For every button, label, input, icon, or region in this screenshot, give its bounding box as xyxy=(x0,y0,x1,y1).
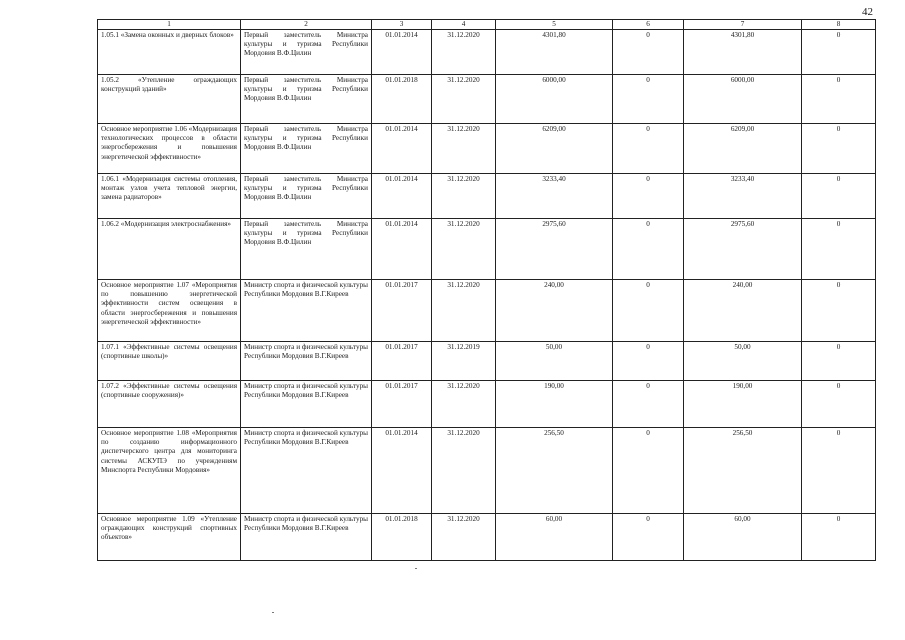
total-amount-cell: 6000,00 xyxy=(496,75,613,124)
other-amount-cell: 0 xyxy=(802,342,876,381)
column-header: 2 xyxy=(241,20,372,30)
table-row xyxy=(98,381,876,428)
event-name-cell: 1.05.2 «Утепление ограждающих конструкций зданий» xyxy=(98,75,241,124)
other-amount-cell: 0 xyxy=(802,30,876,75)
table-row xyxy=(98,124,876,174)
page-number: 42 xyxy=(862,6,873,18)
executor-cell: Первый заместитель Министра культуры и туризма Республики Мордовия В.Ф.Цилин xyxy=(241,124,372,174)
start-date-cell: 01.01.2014 xyxy=(372,30,432,75)
regional-amount-cell: 4301,80 xyxy=(684,30,802,75)
event-name-cell: 1.05.1 «Замена оконных и дверных блоков» xyxy=(98,30,241,75)
event-name-cell: Основное мероприятие 1.07 «Мероприятия по повышению энергетической эффективности систем освещения в области энергосбережения и повышения энергетической эффективности» xyxy=(98,280,241,342)
event-name-cell: 1.06.1 «Модернизация системы отопления, монтаж узлов учета тепловой энергии, замена радиаторов» xyxy=(98,174,241,219)
regional-amount-cell: 3233,40 xyxy=(684,174,802,219)
total-amount-cell: 256,50 xyxy=(496,428,613,514)
other-amount-cell: 0 xyxy=(802,381,876,428)
start-date-cell: 01.01.2017 xyxy=(372,280,432,342)
regional-amount-cell: 6209,00 xyxy=(684,124,802,174)
event-name-cell: Основное мероприятие 1.08 «Мероприятия по созданию информационного диспетчерского центра для мониторинга системы АСКУПЭ по учреждениям Минспорта Республики Мордовия» xyxy=(98,428,241,514)
event-name-cell: 1.06.2 «Модернизация электроснабжения» xyxy=(98,219,241,280)
end-date-cell: 31.12.2020 xyxy=(432,280,496,342)
event-name-cell: 1.07.2 «Эффективные системы освещения (спортивные сооружения)» xyxy=(98,381,241,428)
table-row xyxy=(98,428,876,514)
other-amount-cell: 0 xyxy=(802,219,876,280)
regional-amount-cell: 6000,00 xyxy=(684,75,802,124)
table-row xyxy=(98,174,876,219)
start-date-cell: 01.01.2014 xyxy=(372,219,432,280)
total-amount-cell: 190,00 xyxy=(496,381,613,428)
end-date-cell: 31.12.2020 xyxy=(432,381,496,428)
table-row xyxy=(98,514,876,561)
column-header: 5 xyxy=(496,20,613,30)
federal-amount-cell: 0 xyxy=(613,280,684,342)
end-date-cell: 31.12.2020 xyxy=(432,174,496,219)
other-amount-cell: 0 xyxy=(802,174,876,219)
column-header: 3 xyxy=(372,20,432,30)
start-date-cell: 01.01.2018 xyxy=(372,514,432,561)
scan-speck xyxy=(415,568,417,569)
column-header: 6 xyxy=(613,20,684,30)
start-date-cell: 01.01.2017 xyxy=(372,342,432,381)
total-amount-cell: 240,00 xyxy=(496,280,613,342)
total-amount-cell: 6209,00 xyxy=(496,124,613,174)
other-amount-cell: 0 xyxy=(802,428,876,514)
event-name-cell: 1.07.1 «Эффективные системы освещения (спортивные школы)» xyxy=(98,342,241,381)
federal-amount-cell: 0 xyxy=(613,174,684,219)
end-date-cell: 31.12.2020 xyxy=(432,124,496,174)
event-name-cell: Основное мероприятие 1.06 «Модернизация технологических процессов в области энергосбережения и повышения энергетической эффективности» xyxy=(98,124,241,174)
federal-amount-cell: 0 xyxy=(613,514,684,561)
executor-cell: Министр спорта и физической культуры Республики Мордовия В.Г.Киреев xyxy=(241,514,372,561)
executor-cell: Первый заместитель Министра культуры и туризма Республики Мордовия В.Ф.Цилин xyxy=(241,30,372,75)
end-date-cell: 31.12.2019 xyxy=(432,342,496,381)
regional-amount-cell: 60,00 xyxy=(684,514,802,561)
column-header: 7 xyxy=(684,20,802,30)
other-amount-cell: 0 xyxy=(802,514,876,561)
federal-amount-cell: 0 xyxy=(613,124,684,174)
other-amount-cell: 0 xyxy=(802,75,876,124)
start-date-cell: 01.01.2014 xyxy=(372,174,432,219)
column-header: 1 xyxy=(98,20,241,30)
federal-amount-cell: 0 xyxy=(613,428,684,514)
regional-amount-cell: 190,00 xyxy=(684,381,802,428)
federal-amount-cell: 0 xyxy=(613,30,684,75)
column-header: 8 xyxy=(802,20,876,30)
table-row xyxy=(98,75,876,124)
total-amount-cell: 3233,40 xyxy=(496,174,613,219)
federal-amount-cell: 0 xyxy=(613,381,684,428)
end-date-cell: 31.12.2020 xyxy=(432,30,496,75)
total-amount-cell: 50,00 xyxy=(496,342,613,381)
table-row xyxy=(98,280,876,342)
regional-amount-cell: 2975,60 xyxy=(684,219,802,280)
program-events-table xyxy=(97,19,876,561)
start-date-cell: 01.01.2014 xyxy=(372,124,432,174)
column-header: 4 xyxy=(432,20,496,30)
total-amount-cell: 2975,60 xyxy=(496,219,613,280)
end-date-cell: 31.12.2020 xyxy=(432,219,496,280)
executor-cell: Первый заместитель Министра культуры и туризма Республики Мордовия В.Ф.Цилин xyxy=(241,219,372,280)
table-row xyxy=(98,30,876,75)
other-amount-cell: 0 xyxy=(802,280,876,342)
regional-amount-cell: 240,00 xyxy=(684,280,802,342)
end-date-cell: 31.12.2020 xyxy=(432,428,496,514)
regional-amount-cell: 256,50 xyxy=(684,428,802,514)
executor-cell: Первый заместитель Министра культуры и туризма Республики Мордовия В.Ф.Цилин xyxy=(241,75,372,124)
total-amount-cell: 4301,80 xyxy=(496,30,613,75)
end-date-cell: 31.12.2020 xyxy=(432,514,496,561)
start-date-cell: 01.01.2017 xyxy=(372,381,432,428)
executor-cell: Министр спорта и физической культуры Республики Мордовия В.Г.Киреев xyxy=(241,280,372,342)
executor-cell: Министр спорта и физической культуры Республики Мордовия В.Г.Киреев xyxy=(241,381,372,428)
header-row xyxy=(98,20,876,30)
table-row xyxy=(98,342,876,381)
start-date-cell: 01.01.2014 xyxy=(372,428,432,514)
executor-cell: Министр спорта и физической культуры Республики Мордовия В.Г.Киреев xyxy=(241,342,372,381)
other-amount-cell: 0 xyxy=(802,124,876,174)
federal-amount-cell: 0 xyxy=(613,342,684,381)
end-date-cell: 31.12.2020 xyxy=(432,75,496,124)
event-name-cell: Основное мероприятие 1.09 «Утепление ограждающих конструкций спортивных объектов» xyxy=(98,514,241,561)
scan-speck xyxy=(272,612,274,613)
table-row xyxy=(98,219,876,280)
executor-cell: Первый заместитель Министра культуры и туризма Республики Мордовия В.Ф.Цилин xyxy=(241,174,372,219)
federal-amount-cell: 0 xyxy=(613,219,684,280)
regional-amount-cell: 50,00 xyxy=(684,342,802,381)
total-amount-cell: 60,00 xyxy=(496,514,613,561)
federal-amount-cell: 0 xyxy=(613,75,684,124)
executor-cell: Министр спорта и физической культуры Республики Мордовия В.Г.Киреев xyxy=(241,428,372,514)
start-date-cell: 01.01.2018 xyxy=(372,75,432,124)
